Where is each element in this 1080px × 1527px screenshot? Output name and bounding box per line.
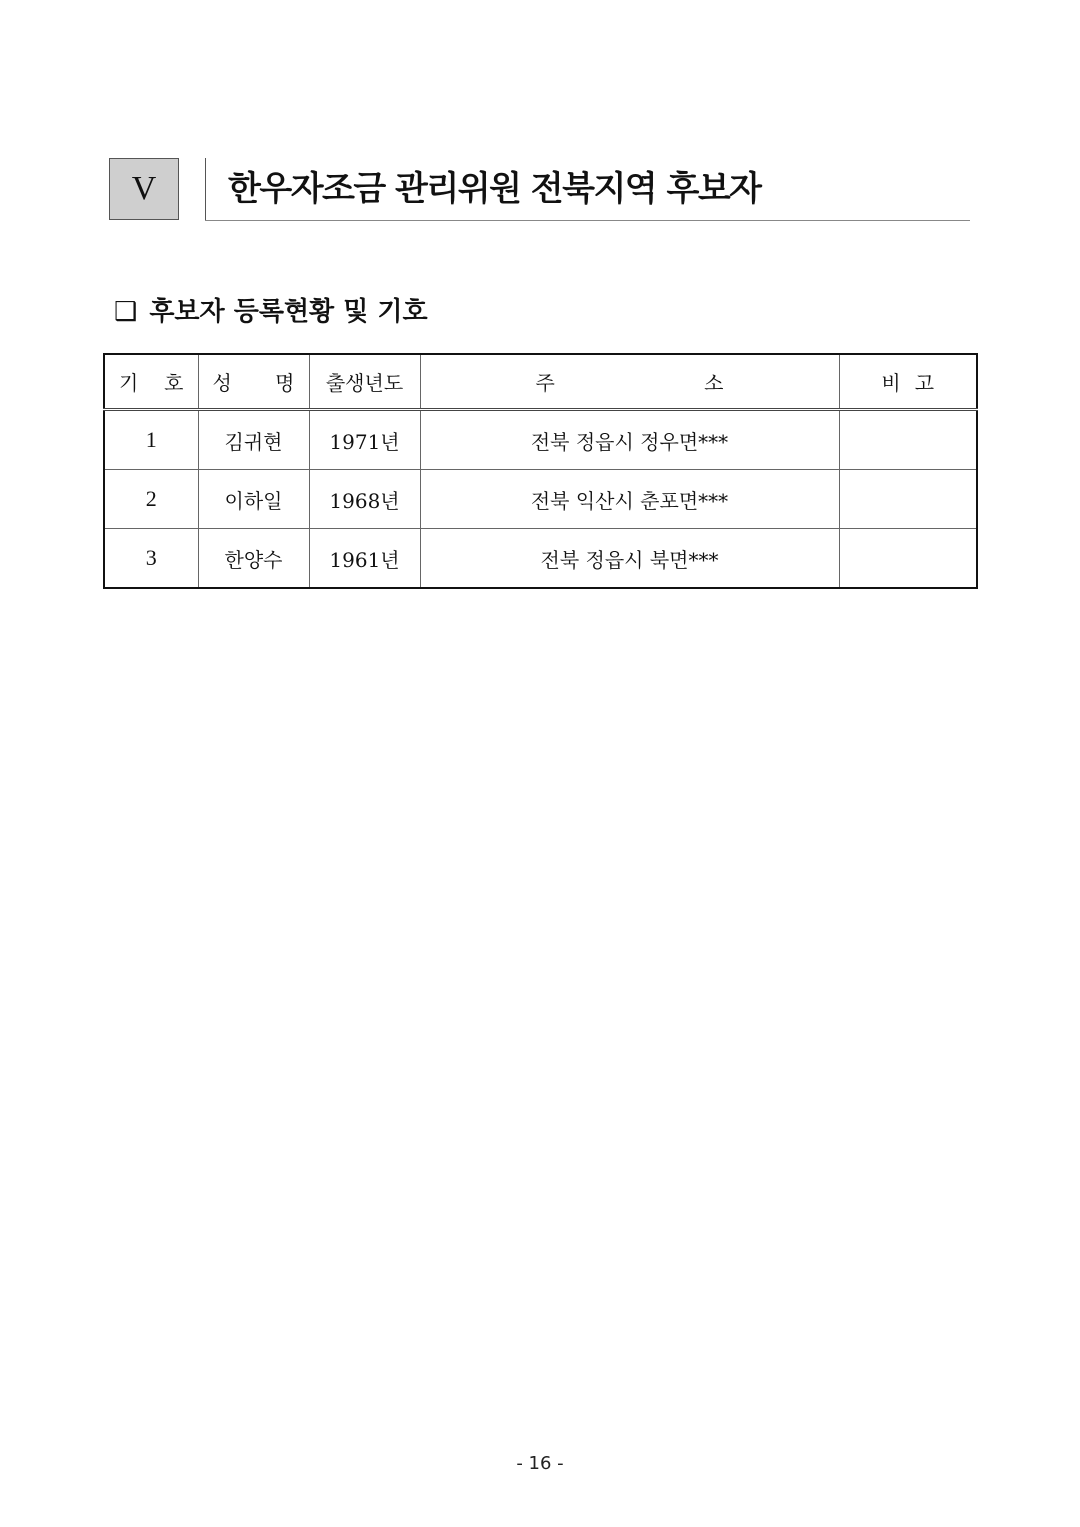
cell-birth-year: 1968년 bbox=[309, 470, 420, 529]
header-name: 성 명 bbox=[198, 354, 309, 410]
chapter-title: 한우자조금 관리위원 전북지역 후보자 bbox=[228, 169, 761, 209]
title-underline bbox=[205, 220, 970, 221]
section-heading bbox=[114, 292, 428, 332]
chapter-number: V bbox=[131, 170, 157, 207]
candidates-table bbox=[103, 353, 978, 589]
header-address: 주 소 bbox=[420, 354, 839, 410]
header-number: 기 호 bbox=[104, 354, 198, 410]
cell-birth-year: 1971년 bbox=[309, 410, 420, 470]
cell-number: 2 bbox=[104, 470, 198, 529]
table-row bbox=[104, 470, 977, 529]
cell-address: 전북 익산시 춘포면*** bbox=[420, 470, 839, 529]
cell-address: 전북 정읍시 북면*** bbox=[420, 529, 839, 589]
title-divider-vertical bbox=[205, 158, 206, 221]
cell-name: 이하일 bbox=[198, 470, 309, 529]
header-note: 비 고 bbox=[839, 354, 977, 410]
cell-note bbox=[839, 410, 977, 470]
cell-name: 한양수 bbox=[198, 529, 309, 589]
cell-number: 3 bbox=[104, 529, 198, 589]
cell-address: 전북 정읍시 정우면*** bbox=[420, 410, 839, 470]
chapter-number-box bbox=[109, 158, 179, 220]
cell-name: 김귀현 bbox=[198, 410, 309, 470]
table-row bbox=[104, 529, 977, 589]
table-header-row bbox=[104, 354, 977, 410]
section-heading-text: 후보자 등록현황 및 기호 bbox=[149, 297, 428, 327]
cell-note bbox=[839, 529, 977, 589]
page-number: - 16 - bbox=[516, 1453, 564, 1474]
header-birth-year: 출생년도 bbox=[309, 354, 420, 410]
cell-birth-year: 1961년 bbox=[309, 529, 420, 589]
checkbox-bullet-icon: ❑ bbox=[114, 297, 138, 327]
table-row bbox=[104, 410, 977, 470]
cell-number: 1 bbox=[104, 410, 198, 470]
cell-note bbox=[839, 470, 977, 529]
